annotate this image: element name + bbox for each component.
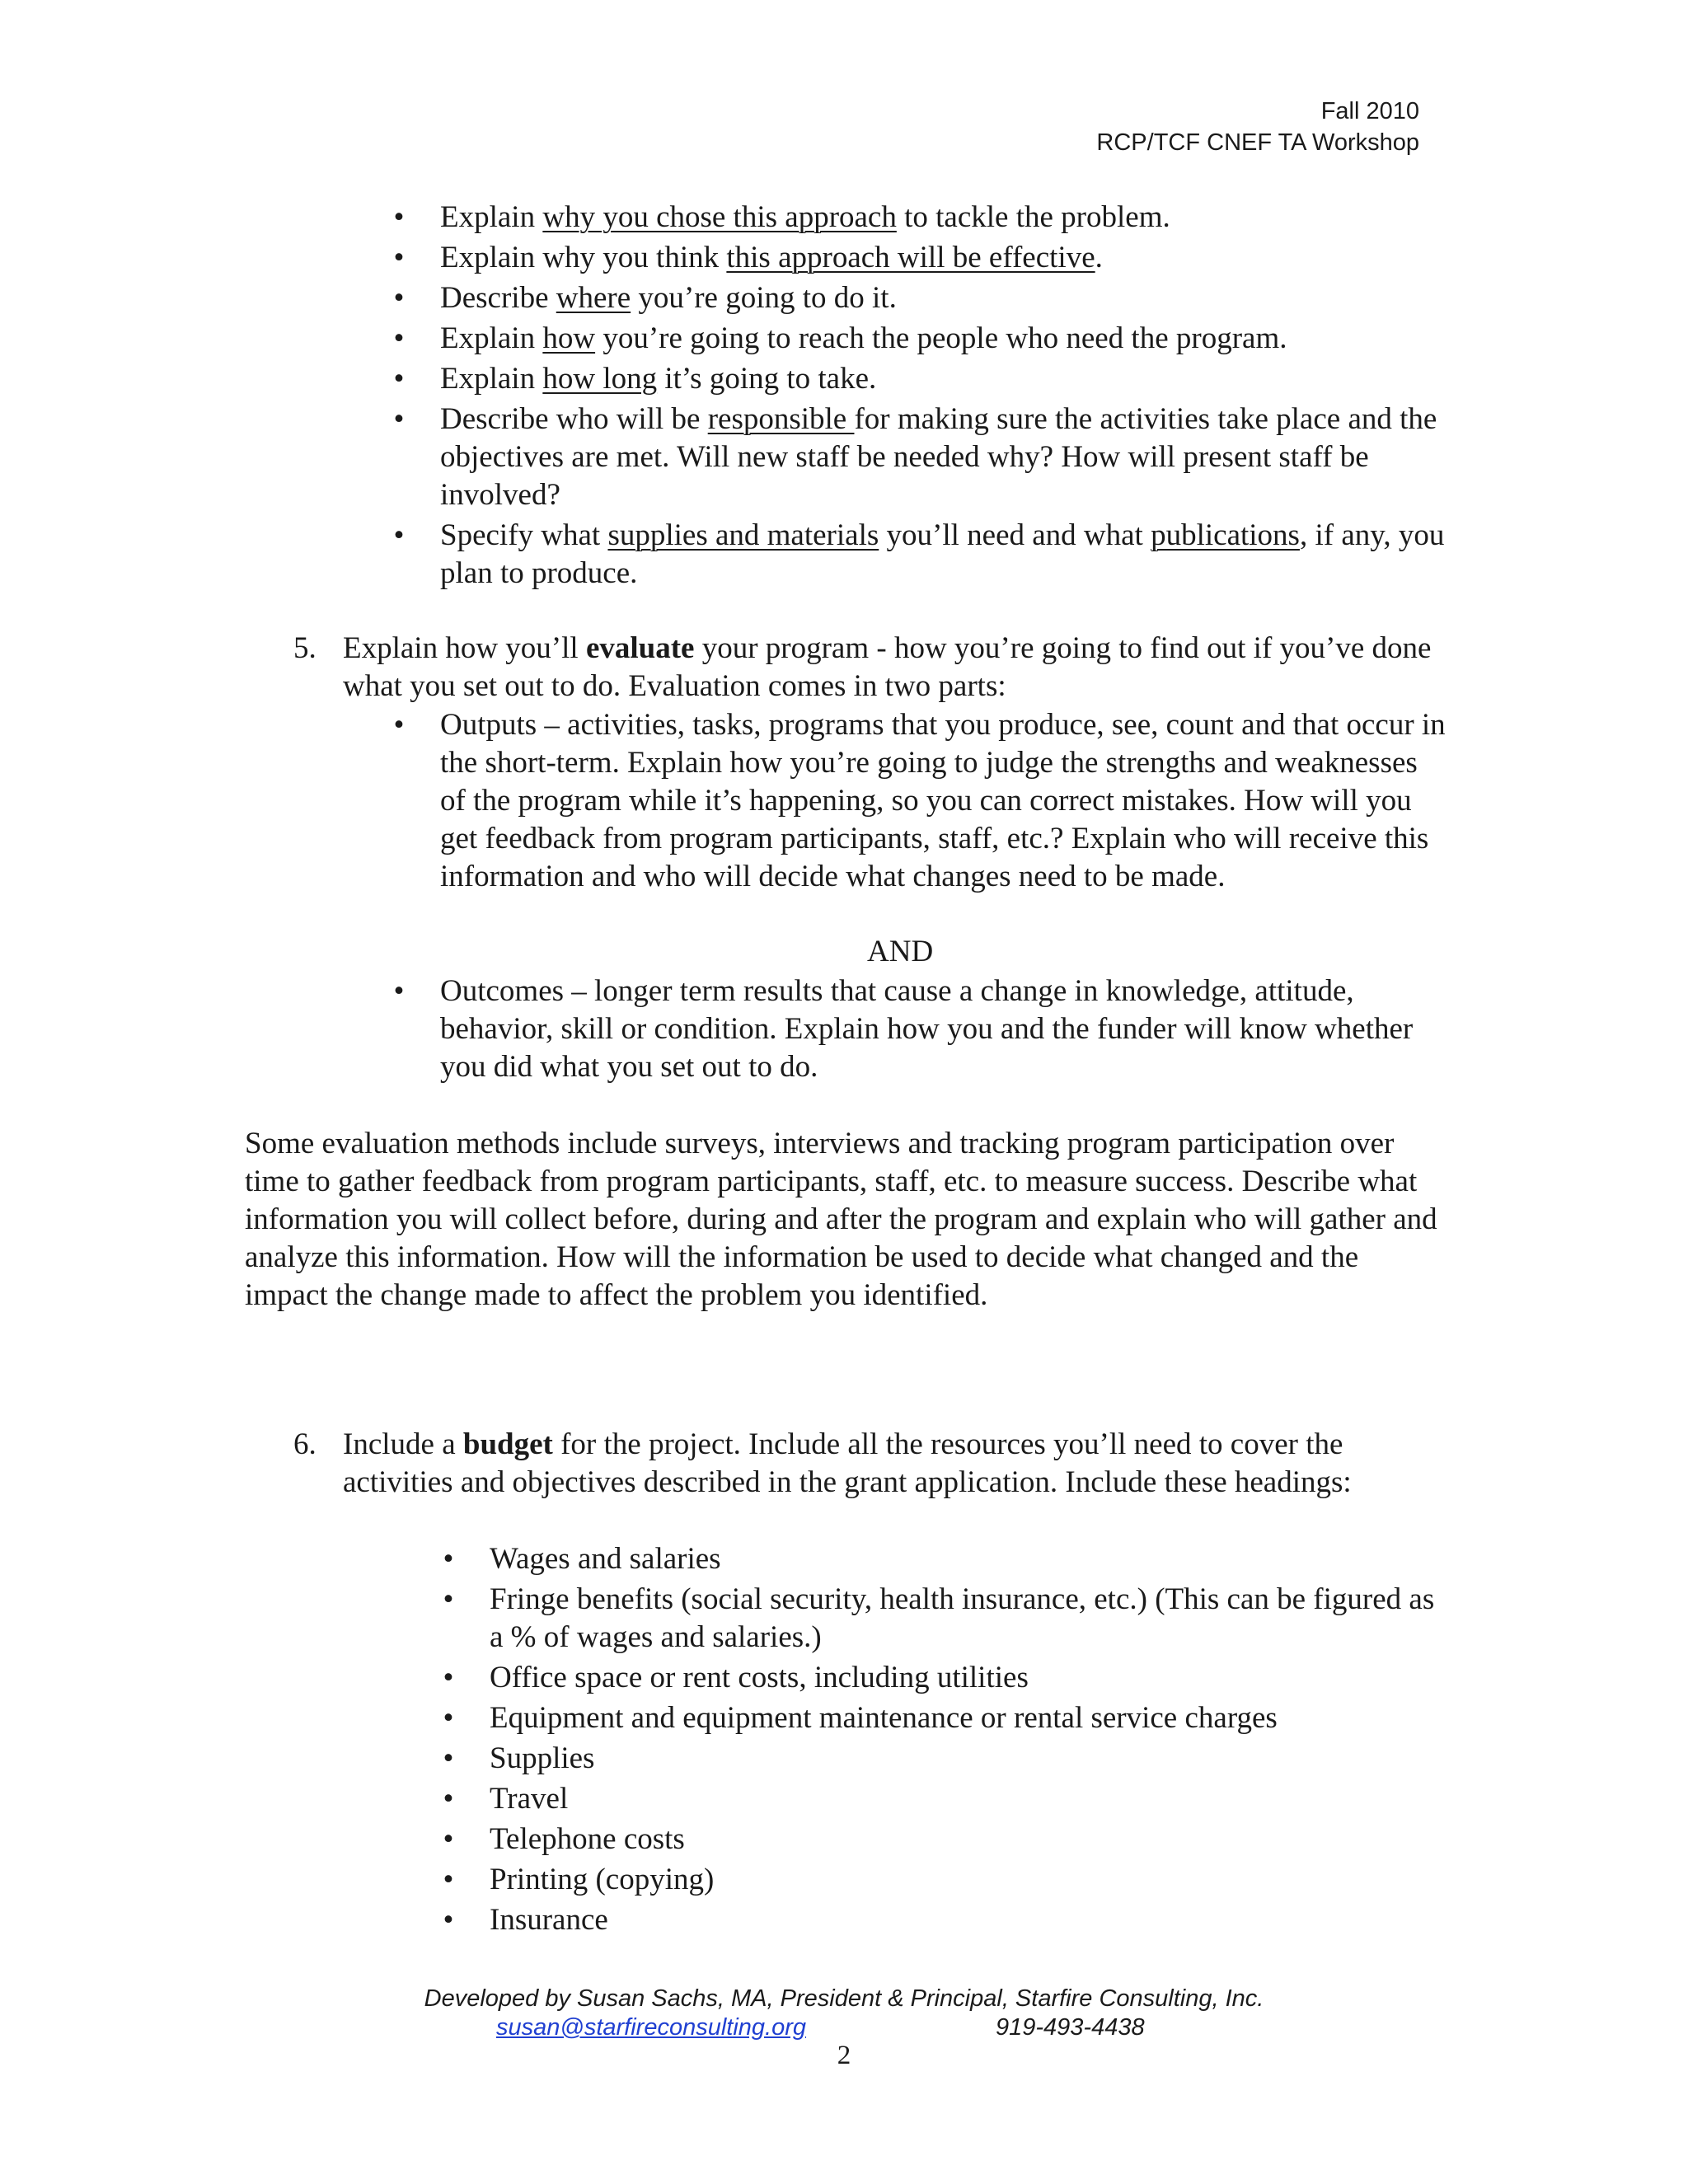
list-item: • Describe who will be responsible for making sure the activities take place and the objectives are met. Will new staff be needed why? How will present staff be involved? (440, 401, 1446, 514)
list-item: • Explain why you think this approach will be effective. (440, 239, 1446, 277)
bullet-icon: • (443, 1782, 454, 1816)
list-item: • Describe where you’re going to do it. (440, 279, 1446, 317)
bullet-icon: • (443, 1582, 454, 1616)
bullet-icon: • (443, 1903, 454, 1937)
section4-bullet-list (393, 199, 1446, 593)
list-item: • Equipment and equipment maintenance or rental service charges (490, 1699, 1446, 1737)
phone-number: 919-493-4438 (996, 2014, 1145, 2041)
footer-credit: Developed by Susan Sachs, MA, President & Principal, Starfire Consulting, Inc. (424, 1985, 1264, 2012)
and-separator: AND (867, 935, 934, 968)
list-item: • Explain why you chose this approach to tackle the problem. (440, 199, 1446, 237)
bullet-icon: • (443, 1542, 454, 1576)
bullet-icon: • (393, 362, 405, 396)
bullet-icon: • (393, 200, 405, 234)
header-term: Fall 2010 (1320, 98, 1419, 124)
page-header (1096, 96, 1419, 158)
evaluate-keyword: evaluate (585, 631, 695, 665)
bullet-icon: • (443, 1863, 454, 1896)
item-5-evaluate: 5. Explain how you’ll evaluate your program - how you’re going to find out if you’ve done what you set out to do. Evaluation comes in two parts: (293, 631, 1432, 703)
bullet-icon: • (393, 402, 405, 436)
item-number: 5. (293, 631, 316, 665)
list-item: • Printing (copying) (490, 1861, 1446, 1899)
list-item: • Insurance (490, 1901, 1446, 1939)
bullet-icon: • (393, 281, 405, 315)
bullet-icon: • (393, 708, 405, 742)
page-number: 2 (837, 2041, 851, 2070)
list-item: • Telephone costs (490, 1821, 1446, 1858)
evaluation-parts-list (393, 706, 1446, 896)
list-item-outputs: • Outputs – activities, tasks, programs that you produce, see, count and that occur in the short-term. Explain how you’re going to judge the strengths and weaknesses of the program while it’s happening, so you can correct mistakes. How will you get feedback from program participants, staff, etc.? Explain who will receive this information and who will decide what changes need to be made. (440, 706, 1446, 896)
bullet-icon: • (443, 1661, 454, 1694)
list-item: • Explain how long it’s going to take. (440, 360, 1446, 398)
budget-headings-list (443, 1540, 1446, 1939)
item-6-budget: 6. Include a budget for the project. Include all the resources you’ll need to cover the activities and objectives described in the grant application. Include these headings: (293, 1427, 1352, 1499)
email-link[interactable]: susan@starfireconsulting.org (496, 2014, 807, 2041)
bullet-icon: • (393, 241, 405, 274)
header-workshop: RCP/TCF CNEF TA Workshop (1096, 129, 1419, 156)
list-item: • Fringe benefits (social security, health insurance, etc.) (This can be figured as a % of wages and salaries.) (490, 1581, 1446, 1657)
list-item-outcomes: • Outcomes – longer term results that cause a change in knowledge, attitude, behavior, skill or condition. Explain how you and the funder will know whether you did what you set out to do. (440, 972, 1446, 1086)
evaluation-parts-list-2 (393, 972, 1446, 1086)
list-item: • Specify what supplies and materials you’ll need and what publications, if any, you plan to produce. (440, 517, 1446, 593)
list-item: • Wages and salaries (490, 1540, 1446, 1578)
bullet-icon: • (443, 1701, 454, 1735)
bullet-icon: • (443, 1741, 454, 1775)
bullet-icon: • (443, 1822, 454, 1856)
budget-keyword: budget (462, 1427, 553, 1461)
evaluation-methods-paragraph: Some evaluation methods include surveys, interviews and tracking program participation over time to gather feedback from program participants, staff, etc. to measure success. Describe what information you will collect before, during and after the program and explain who will gather and analyze this information. How will the information be used to decide what changed and the impact the change made to affect the problem you identified. (245, 1127, 1437, 1312)
list-item: • Office space or rent costs, including utilities (490, 1659, 1446, 1697)
bullet-icon: • (393, 321, 405, 355)
list-item: • Explain how you’re going to reach the people who need the program. (440, 320, 1446, 358)
list-item: • Supplies (490, 1740, 1446, 1778)
item-number: 6. (293, 1427, 316, 1461)
bullet-icon: • (393, 974, 405, 1008)
bullet-icon: • (393, 518, 405, 552)
list-item: • Travel (490, 1780, 1446, 1818)
